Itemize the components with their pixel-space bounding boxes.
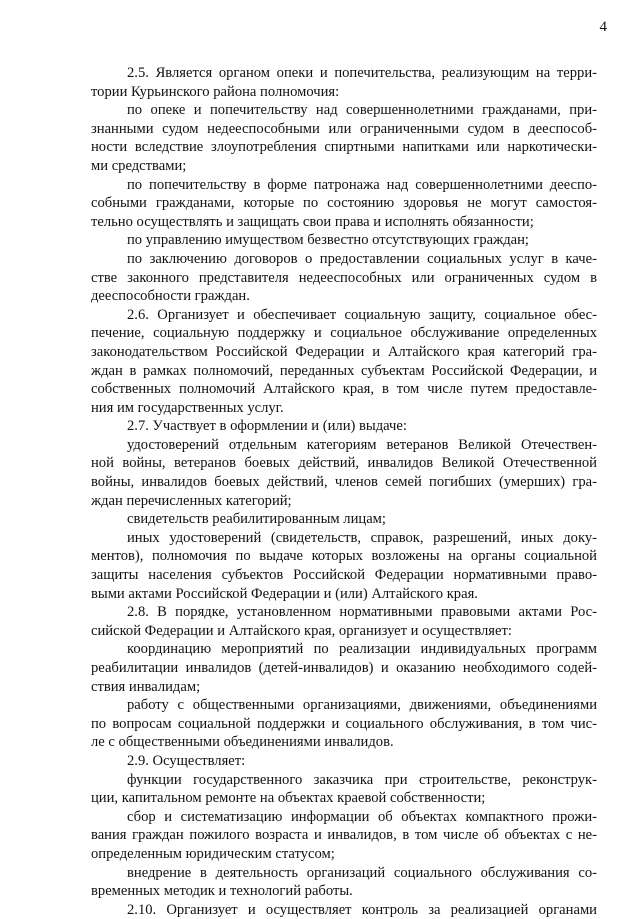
text-line: печение, социальную поддержку и социальное обслуживание определенных: [91, 325, 597, 342]
text-line: ле с общественными объединениями инвалидов.: [91, 734, 394, 751]
text-line: по управлению имуществом безвестно отсутствующих граждан;: [127, 232, 529, 249]
text-line: внедрение в деятельность организаций социального обслуживания со-: [127, 864, 597, 881]
text-line: тории Курьинского района полномочия:: [91, 83, 340, 100]
text-line: работу с общественными организациями, движениями, объединениями: [127, 697, 597, 714]
text-line: собственных полномочий Алтайского края, в том числе путем предоставле-: [91, 381, 597, 398]
text-line: определенным юридическим статусом;: [91, 845, 335, 862]
document-body: [91, 64, 597, 919]
text-line: 2.10. Организует и осуществляет контроль за реализацией органами: [127, 901, 597, 918]
text-line: свидетельств реабилитированным лицам;: [127, 511, 386, 528]
page-number: 4: [599, 19, 607, 35]
text-line: ми средствами;: [91, 157, 187, 174]
text-line: войны, инвалидов боевых действий, членов семей погибших (умерших) гра-: [91, 474, 597, 491]
text-line: ментов), полномочия по выдаче которых возложены на органы социальной: [91, 548, 597, 565]
text-line: защиты населения субъектов Российской Федерации нормативными право-: [91, 567, 597, 584]
text-line: координацию мероприятий по реализации индивидуальных программ: [127, 641, 597, 658]
text-line: сийской Федерации и Алтайского края, организует и осуществляет:: [91, 622, 512, 639]
text-line: по вопросам социальной поддержки и социального обслуживания, в том чис-: [91, 715, 597, 732]
text-line: ности вследствие злоупотребления спиртными напитками или наркотически-: [91, 139, 597, 156]
text-line: 2.8. В порядке, установленном нормативными правовыми актами Рос-: [127, 604, 597, 621]
text-line: ции, капитальном ремонте на объектах краевой собственности;: [91, 790, 486, 807]
text-line: ствия инвалидам;: [91, 678, 201, 695]
text-line: выми актами Российской Федерации и (или) Алтайского края.: [91, 585, 478, 602]
text-line: по попечительству в форме патронажа над совершеннолетними дееспо-: [127, 176, 597, 193]
text-line: временных методик и технологий работы.: [91, 883, 353, 900]
text-line: 2.7. Участвует в оформлении и (или) выдаче:: [127, 418, 407, 435]
text-line: стве законного представителя недееспособных или ограниченных судом в: [91, 269, 597, 286]
text-line: дееспособности граждан.: [91, 288, 250, 305]
text-line: 2.5. Является органом опеки и попечительства, реализующим на терри-: [127, 65, 597, 81]
text-line: собными гражданами, которые по состоянию здоровья не могут самостоя-: [91, 195, 597, 212]
text-line: 2.9. Осуществляет:: [127, 752, 246, 769]
text-line: законодательством Российской Федерации и Алтайского края категорий гра-: [91, 343, 597, 360]
text-line: ной войны, ветеранов боевых действий, инвалидов Великой Отечественной: [91, 455, 597, 472]
text-line: 2.6. Организует и обеспечивает социальную защиту, социальное обес-: [127, 306, 597, 323]
text-line: реабилитации инвалидов (детей-инвалидов) и оказанию необходимого содей-: [91, 660, 597, 676]
text-line: сбор и систематизацию информации об объектах компактного прожи-: [127, 808, 597, 825]
text-line: удостоверений отдельным категориям ветеранов Великой Отечествен-: [127, 436, 597, 453]
text-line: функции государственного заказчика при строительстве, реконструк-: [127, 771, 597, 788]
text-line: ния им государственных услуг.: [91, 399, 284, 416]
text-line: ждан перечисленных категорий;: [91, 492, 292, 509]
text-line: тельно осуществлять и защищать свои права и исполнять обязанности;: [91, 213, 534, 230]
text-line: вания граждан пожилого возраста и инвалидов, в том числе об объектах с не-: [91, 827, 597, 844]
text-line: знанными судом недееспособными или ограниченными судом в дееспособ-: [91, 120, 597, 137]
text-line: иных удостоверений (свидетельств, справок, разрешений, иных доку-: [127, 529, 597, 546]
text-line: ждан в рамках полномочий, переданных субъектам Российской Федерации, и: [91, 362, 597, 379]
text-line: по опеке и попечительству над совершеннолетними гражданами, при-: [127, 102, 597, 119]
text-line: по заключению договоров о предоставлении социальных услуг в каче-: [127, 250, 597, 267]
